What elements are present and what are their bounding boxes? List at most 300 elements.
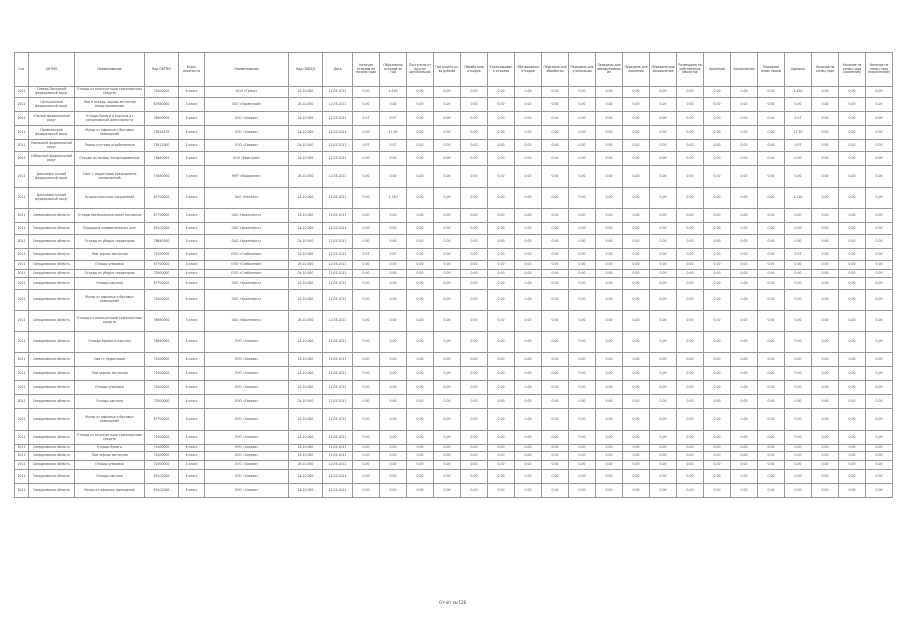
table-cell: 0.00 xyxy=(461,431,488,445)
table-cell: 0.00 xyxy=(407,353,434,367)
table-cell: 0.00 xyxy=(407,126,434,140)
table-cell: 0.00 xyxy=(488,290,515,311)
table-cell: 0.00 xyxy=(542,188,569,209)
table-cell: 24.10.000 xyxy=(289,332,323,353)
table-cell: 2011 xyxy=(15,112,29,126)
table-cell: 0.00 xyxy=(407,278,434,290)
table-cell: 0.00 xyxy=(353,188,380,209)
table-cell: 0.00 xyxy=(623,353,650,367)
table-cell: 3 класс xyxy=(179,98,205,112)
table-cell: 0.00 xyxy=(650,409,677,431)
table-cell: 0.00 xyxy=(812,249,839,261)
table-cell: 0.00 xyxy=(623,332,650,353)
table-cell: 0.00 xyxy=(596,98,623,112)
table-cell: 0.00 xyxy=(515,166,542,188)
table-cell: 0.00 xyxy=(596,261,623,270)
table-cell: 0.00 xyxy=(677,409,704,431)
table-cell: Свердловская область xyxy=(29,470,75,484)
table-cell: 72000000 xyxy=(145,290,179,311)
table-cell: 0.00 xyxy=(623,452,650,461)
table-cell: 0.00 xyxy=(515,126,542,140)
table-cell: 0.00 xyxy=(704,367,731,381)
table-cell: 12.03.2011 xyxy=(323,87,353,98)
table-cell: 0.07 xyxy=(785,249,812,261)
table-cell: 24.10.000 xyxy=(289,126,323,140)
table-cell: 0.00 xyxy=(461,367,488,381)
table-cell: 2011 xyxy=(15,332,29,353)
table-cell: 0.00 xyxy=(650,452,677,461)
table-cell: 0.00 xyxy=(596,166,623,188)
table-cell: 0.00 xyxy=(407,112,434,126)
table-cell: 2011 xyxy=(15,470,29,484)
table-cell: 0.00 xyxy=(731,166,758,188)
table-cell: 0.00 xyxy=(434,367,461,381)
table-cell: 0.00 xyxy=(434,484,461,498)
table-cell: Сибирский федеральный округ xyxy=(29,152,75,166)
table-cell: 0.00 xyxy=(353,261,380,270)
table-cell: 0.00 xyxy=(488,209,515,223)
table-cell: 0.00 xyxy=(434,461,461,470)
table-cell: 0.00 xyxy=(758,395,785,409)
table-cell: 0.00 xyxy=(461,470,488,484)
table-cell: 72000000 xyxy=(145,249,179,261)
table-cell: 24.10.000 xyxy=(289,470,323,484)
table-cell: 0.00 xyxy=(569,235,596,249)
table-cell: 4 класс xyxy=(179,112,205,126)
table-cell: 0.00 xyxy=(407,332,434,353)
table-cell: 0.00 xyxy=(407,409,434,431)
table-cell: 0.00 xyxy=(542,332,569,353)
table-cell: ООО «Ремстрой» xyxy=(205,152,289,166)
table-cell: 24.10.000 xyxy=(289,112,323,126)
table-cell: 0.00 xyxy=(839,87,866,98)
table-cell: 0.00 xyxy=(758,261,785,270)
table-cell: 0.00 xyxy=(785,431,812,445)
table-cell: Северо-Западный федеральный округ xyxy=(29,87,75,98)
table-cell: 0.00 xyxy=(731,140,758,152)
table-cell: 0.00 xyxy=(488,452,515,461)
table-cell: 0.00 xyxy=(866,461,893,470)
table-cell: 0.00 xyxy=(785,235,812,249)
table-cell: 4 класс xyxy=(179,353,205,367)
table-cell: 0.00 xyxy=(839,431,866,445)
table-cell: 0.00 xyxy=(731,409,758,431)
table-cell: 0.00 xyxy=(488,140,515,152)
table-cell: 0.00 xyxy=(569,112,596,126)
column-header: Дата xyxy=(323,53,353,87)
table-cell: 0.00 xyxy=(704,270,731,278)
table-cell: 0.00 xyxy=(785,311,812,332)
table-cell: 0.00 xyxy=(353,461,380,470)
table-cell: Лом черных металлов xyxy=(75,452,145,461)
table-cell: 0.07 xyxy=(380,112,407,126)
table-cell: 0.00 xyxy=(542,166,569,188)
header-row xyxy=(15,53,893,87)
table-cell: 0.00 xyxy=(407,166,434,188)
table-cell: ООО «Сервис» xyxy=(205,452,289,461)
table-cell: 0.00 xyxy=(569,140,596,152)
table-cell: 0.00 xyxy=(542,409,569,431)
table-cell: 0.00 xyxy=(596,249,623,261)
table-cell: 0.00 xyxy=(569,166,596,188)
table-row xyxy=(15,98,893,112)
table-cell: 0.00 xyxy=(569,261,596,270)
table-cell: 0.00 xyxy=(434,395,461,409)
table-cell: Свердловская область xyxy=(29,261,75,270)
table-cell: Отходы картона xyxy=(75,470,145,484)
table-cell: 0.00 xyxy=(677,461,704,470)
table-cell: 0.00 xyxy=(488,87,515,98)
table-cell: Южный федеральный округ xyxy=(29,112,75,126)
table-cell: Свердловская область xyxy=(29,235,75,249)
table-cell: 0.00 xyxy=(704,112,731,126)
table-cell: 24.10.000 xyxy=(289,290,323,311)
table-cell: ООО «Сервис» xyxy=(205,112,289,126)
table-cell: 0.00 xyxy=(434,431,461,445)
table-cell: 0.00 xyxy=(542,431,569,445)
table-cell: 0.00 xyxy=(650,278,677,290)
table-cell: 0.00 xyxy=(623,381,650,395)
table-cell: 0.00 xyxy=(515,409,542,431)
table-cell: 0.00 xyxy=(839,445,866,452)
table-cell: 0.00 xyxy=(380,431,407,445)
table-cell: 0.00 xyxy=(515,452,542,461)
table-cell: 2011 xyxy=(15,461,29,470)
table-cell: 0.00 xyxy=(650,470,677,484)
table-cell: Свердловская область xyxy=(29,332,75,353)
table-cell: 0.00 xyxy=(542,235,569,249)
table-cell: 0.00 xyxy=(434,223,461,235)
table-cell: 2011 xyxy=(15,484,29,498)
table-cell: 0.00 xyxy=(758,367,785,381)
table-cell: 0.00 xyxy=(839,261,866,270)
table-cell: 0.00 xyxy=(758,461,785,470)
table-cell: Лампы ртутные отработанные xyxy=(75,140,145,152)
table-cell: Свердловская область xyxy=(29,431,75,445)
table-cell: 0.00 xyxy=(353,452,380,461)
table-cell: 12.03.2011 xyxy=(323,290,353,311)
table-cell: 2011 xyxy=(15,290,29,311)
table-cell: 0.00 xyxy=(812,112,839,126)
table-cell: 0.00 xyxy=(542,209,569,223)
table-cell: 12.03.2011 xyxy=(323,332,353,353)
table-cell: 12.03.2011 xyxy=(323,409,353,431)
table-cell: 0.00 xyxy=(569,452,596,461)
table-cell: 0.00 xyxy=(434,278,461,290)
table-cell: 0.00 xyxy=(407,452,434,461)
table-cell: 0.00 xyxy=(407,249,434,261)
table-cell: ООО «Сервис» xyxy=(205,409,289,431)
table-cell: 0.00 xyxy=(677,452,704,461)
table-cell: 0.00 xyxy=(758,87,785,98)
table-cell: 0.00 xyxy=(650,152,677,166)
table-cell: 0.00 xyxy=(380,223,407,235)
table-cell: 0.00 xyxy=(650,261,677,270)
table-cell: 0.00 xyxy=(839,461,866,470)
table-cell: 0.00 xyxy=(785,381,812,395)
table-cell: 0.00 xyxy=(569,249,596,261)
table-cell: 0.00 xyxy=(515,249,542,261)
column-header: Размещено на собственных объектах xyxy=(677,53,704,87)
table-cell: 0.00 xyxy=(839,98,866,112)
table-cell: 0.00 xyxy=(434,209,461,223)
table-cell: 12.03.2011 xyxy=(323,431,353,445)
table-cell: 4 класс xyxy=(179,395,205,409)
table-cell: Дальневосточный федеральный округ xyxy=(29,166,75,188)
table-cell: 0.00 xyxy=(731,261,758,270)
table-cell: 0.00 xyxy=(596,311,623,332)
table-cell: 0.00 xyxy=(623,87,650,98)
table-cell: 0.00 xyxy=(461,140,488,152)
table-cell: 0.00 xyxy=(542,270,569,278)
table-cell: 2011 xyxy=(15,395,29,409)
table-cell: 0.00 xyxy=(542,98,569,112)
table-cell: ОАО «Промстрой» xyxy=(205,98,289,112)
table-cell: 0.00 xyxy=(623,249,650,261)
table-cell: 0.00 xyxy=(650,209,677,223)
table-cell: 73640000 xyxy=(145,166,179,188)
table-cell: 0.00 xyxy=(866,209,893,223)
table-cell: 0.00 xyxy=(839,311,866,332)
table-cell: 0.00 xyxy=(758,112,785,126)
table-cell: 0.00 xyxy=(515,470,542,484)
table-cell: 0.00 xyxy=(866,470,893,484)
column-header: Наличие отходов на начало года xyxy=(353,53,380,87)
column-header: Класс опасности xyxy=(179,53,205,87)
table-cell: 0.00 xyxy=(488,311,515,332)
table-cell: 0.00 xyxy=(407,188,434,209)
column-header: Передано для обработки xyxy=(542,53,569,87)
table-cell: 2011 xyxy=(15,409,29,431)
table-cell: 24.10.000 xyxy=(289,166,323,188)
table-cell: 0.00 xyxy=(380,461,407,470)
table-row xyxy=(15,470,893,484)
table-cell: Отходы упаковки xyxy=(75,261,145,270)
table-cell: 0.00 xyxy=(380,235,407,249)
table-cell: Отходы минеральных масел моторных xyxy=(75,209,145,223)
table-cell: 4 класс xyxy=(179,152,205,166)
table-cell: 0.00 xyxy=(461,112,488,126)
table-cell: 0.00 xyxy=(731,484,758,498)
table-cell: 0.00 xyxy=(839,140,866,152)
table-cell: 0.00 xyxy=(461,166,488,188)
table-cell: 0.00 xyxy=(758,332,785,353)
table-row xyxy=(15,152,893,166)
table-cell: 0.00 xyxy=(623,367,650,381)
table-cell: 0.00 xyxy=(569,381,596,395)
table-cell: 0.00 xyxy=(461,484,488,498)
table-cell: 4 класс xyxy=(179,270,205,278)
table-cell: 0.00 xyxy=(758,409,785,431)
table-cell: 0.00 xyxy=(866,140,893,152)
table-cell: 0.00 xyxy=(461,270,488,278)
table-cell: 0.00 xyxy=(407,431,434,445)
table-cell: 73614478 xyxy=(145,126,179,140)
table-cell: Отходы от эксплуатации транспортных средств xyxy=(75,87,145,98)
table-cell: 0.00 xyxy=(812,470,839,484)
table-cell: 0.00 xyxy=(785,332,812,353)
column-header: Обезврежено отходов xyxy=(515,53,542,87)
table-cell: 0.00 xyxy=(542,484,569,498)
table-cell: 0.00 xyxy=(731,188,758,209)
table-cell: 0.00 xyxy=(812,235,839,249)
table-cell: 0.00 xyxy=(650,188,677,209)
table-body xyxy=(15,87,893,498)
table-cell: 12.03.2011 xyxy=(323,166,353,188)
table-cell: 0.00 xyxy=(650,311,677,332)
table-cell: 0.00 xyxy=(623,290,650,311)
table-cell: 0.00 xyxy=(488,367,515,381)
table-cell: 0.00 xyxy=(731,381,758,395)
table-cell: 0.00 xyxy=(542,112,569,126)
column-header: Хранение xyxy=(704,53,731,87)
table-cell: Отходы картона xyxy=(75,278,145,290)
table-cell: 24.10.000 xyxy=(289,188,323,209)
table-cell: 0.00 xyxy=(623,395,650,409)
table-cell: 4 класс xyxy=(179,332,205,353)
table-cell: 0.00 xyxy=(704,152,731,166)
table-cell: 0.00 xyxy=(515,235,542,249)
table-cell: 0.00 xyxy=(812,152,839,166)
table-cell: Свердловская область xyxy=(29,445,75,452)
table-cell: Свердловская область xyxy=(29,381,75,395)
table-cell: 0.00 xyxy=(785,223,812,235)
table-cell: Свердловская область xyxy=(29,249,75,261)
table-cell: 2011 xyxy=(15,261,29,270)
table-cell: 0.00 xyxy=(353,332,380,353)
table-row xyxy=(15,270,893,278)
table-cell: 0.00 xyxy=(542,249,569,261)
table-cell: 0.00 xyxy=(650,270,677,278)
table-cell: 72000000 xyxy=(145,452,179,461)
table-cell: 0.00 xyxy=(515,290,542,311)
table-cell: 0.00 xyxy=(677,112,704,126)
table-cell: 0.00 xyxy=(650,112,677,126)
table-cell: 0.00 xyxy=(839,235,866,249)
table-cell: 0.00 xyxy=(353,409,380,431)
table-cell: 0.00 xyxy=(434,270,461,278)
table-cell: 12.03.2011 xyxy=(323,112,353,126)
table-row xyxy=(15,431,893,445)
table-cell: 0.00 xyxy=(731,332,758,353)
table-cell: 0.00 xyxy=(758,278,785,290)
table-cell: 24.10.000 xyxy=(289,381,323,395)
table-cell: 0.00 xyxy=(677,261,704,270)
table-cell: 0.00 xyxy=(407,209,434,223)
table-cell: 0.00 xyxy=(812,395,839,409)
table-cell: 0.00 xyxy=(704,261,731,270)
table-cell: 12.03.2011 xyxy=(323,188,353,209)
table-cell: 0.00 xyxy=(731,126,758,140)
table-cell: 0.00 xyxy=(515,87,542,98)
table-cell: 0.00 xyxy=(515,112,542,126)
table-cell: 0.00 xyxy=(839,367,866,381)
table-cell: 0.00 xyxy=(677,484,704,498)
table-cell: 0.00 xyxy=(812,166,839,188)
table-cell: 0.00 xyxy=(596,409,623,431)
table-cell: 2011 xyxy=(15,381,29,395)
table-cell: 0.00 xyxy=(353,311,380,332)
table-cell: 0.00 xyxy=(650,87,677,98)
column-header: Наличие на конец года (хранение) xyxy=(839,53,866,87)
table-cell: 0.00 xyxy=(704,278,731,290)
table-cell: 0.00 xyxy=(380,452,407,461)
table-cell: 0.00 xyxy=(596,112,623,126)
table-cell: 4 класс xyxy=(179,249,205,261)
column-header: Передано иным лицам xyxy=(758,53,785,87)
table-cell: 0.00 xyxy=(515,311,542,332)
table-cell: Мусор от офисных и бытовых помещений xyxy=(75,290,145,311)
table-cell: Приволжский федеральный округ xyxy=(29,126,75,140)
table-cell: 0.00 xyxy=(488,126,515,140)
table-cell: 0.00 xyxy=(731,249,758,261)
table-cell: 5 класс xyxy=(179,166,205,188)
table-cell: 0.00 xyxy=(488,188,515,209)
table-cell: 0.00 xyxy=(704,311,731,332)
table-cell: 72000000 xyxy=(145,395,179,409)
table-cell: 0.00 xyxy=(569,87,596,98)
table-cell: 0.00 xyxy=(353,381,380,395)
table-cell: 87700000 xyxy=(145,188,179,209)
table-cell: 0.00 xyxy=(461,98,488,112)
table-row xyxy=(15,140,893,152)
table-cell: 12.03.2011 xyxy=(323,278,353,290)
table-cell: Отходы упаковки xyxy=(75,461,145,470)
table-cell: 0.00 xyxy=(866,223,893,235)
table-cell: 72000000 xyxy=(145,445,179,452)
table-cell: 0.00 xyxy=(866,278,893,290)
table-cell: Мусор от офисных и бытовых помещений xyxy=(75,409,145,431)
table-cell: 0.00 xyxy=(758,188,785,209)
table-cell: ООО «Снабжение» xyxy=(205,270,289,278)
table-cell: 0.00 xyxy=(650,367,677,381)
table-cell: 0.00 xyxy=(434,452,461,461)
table-cell: 0.00 xyxy=(353,445,380,452)
table-cell: Свердловская область xyxy=(29,278,75,290)
column-header: Захоронение xyxy=(731,53,758,87)
table-cell: 2011 xyxy=(15,249,29,261)
table-row xyxy=(15,87,893,98)
table-cell: МУП «Водоканал» xyxy=(205,166,289,188)
table-cell: 12.03.2011 xyxy=(323,484,353,498)
table-cell: ОАО «Уралнефть» xyxy=(205,235,289,249)
table-cell: 0.00 xyxy=(785,98,812,112)
table-cell: 0.00 xyxy=(434,249,461,261)
table-cell: 0.00 xyxy=(839,112,866,126)
table-cell: 0.00 xyxy=(785,270,812,278)
table-cell: 4 класс xyxy=(179,461,205,470)
table-cell: 1.430 xyxy=(785,87,812,98)
table-cell: 2011 xyxy=(15,166,29,188)
table-cell: 0.00 xyxy=(407,311,434,332)
table-cell: 78640000 xyxy=(145,235,179,249)
table-cell: 0.00 xyxy=(704,223,731,235)
column-header: Поступило от других организаций xyxy=(407,53,434,87)
page-footer: Отчёт №-128 xyxy=(438,600,467,605)
table-cell: 0.00 xyxy=(461,332,488,353)
table-cell: 0.00 xyxy=(596,223,623,235)
table-cell: 0.00 xyxy=(731,395,758,409)
table-cell: 0.00 xyxy=(785,484,812,498)
table-cell: 0.00 xyxy=(542,290,569,311)
table-cell: 0.00 xyxy=(623,470,650,484)
table-cell: 0.00 xyxy=(623,98,650,112)
table-cell: 0.00 xyxy=(623,409,650,431)
table-cell: 0.00 xyxy=(596,461,623,470)
table-cell: 24.10.000 xyxy=(289,367,323,381)
table-cell: 0.00 xyxy=(569,332,596,353)
table-cell: 0.00 xyxy=(677,152,704,166)
